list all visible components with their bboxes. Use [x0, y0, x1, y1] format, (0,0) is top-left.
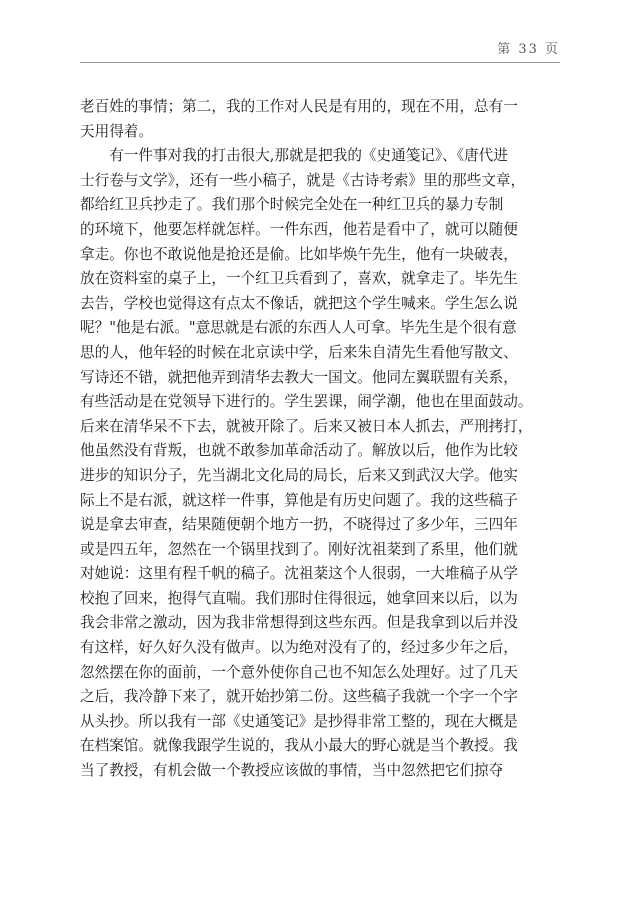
text-line: 有些活动是在党领导下进行的。学生罢课，闹学潮，他也在里面鼓动。: [80, 393, 533, 411]
text-line: 写诗还不错，就把他弄到清华去教大一国文。他同左翼联盟有关系，: [80, 368, 518, 386]
text-line: 从头抄。所以我有一部《史通笺记》是抄得非常工整的，现在大概是: [80, 712, 518, 730]
text-line: 对她说：这里有程千帆的稿子。沈祖棻这个人很弱，一大堆稿子从学: [80, 565, 518, 583]
text-line: 他虽然没有背叛，也就不敢参加革命活动了。解放以后，他作为比较: [80, 442, 518, 460]
text-line: 呢？"他是右派。"意思就是右派的东西人人可拿。毕先生是个很有意: [80, 319, 517, 337]
header-divider: [80, 62, 560, 63]
text-line: 我会非常之激动，因为我非常想得到这些东西。但是我拿到以后并没: [80, 614, 518, 632]
text-line: 或是四五年，忽然在一个锅里找到了。刚好沈祖棻到了系里，他们就: [80, 540, 518, 558]
text-line: 校抱了回来，抱得气直喘。我们那时住得很远，她拿回来以后，以为: [80, 589, 518, 607]
text-line: 在档案馆。就像我跟学生说的，我从小最大的野心就是当个教授。我: [80, 737, 518, 755]
text-line: 士行卷与文学》，还有一些小稿子，就是《古诗考索》里的那些文章，: [80, 171, 526, 189]
text-line: 说是拿去审查，结果随便朝个地方一扔，不晓得过了多少年，三四年: [80, 516, 518, 534]
text-line: 当了教授，有机会做一个教授应该做的事情，当中忽然把它们掠夺: [80, 762, 504, 780]
text-line: 思的人，他年轻的时候在北京读中学，后来朱自清先生看他写散文、: [80, 343, 518, 361]
page-number-header: 第 33 页: [497, 42, 560, 57]
text-line: 天用得着。: [80, 122, 153, 140]
text-line: 有这样，好久好久没有做声。以为绝对没有了的，经过多少年之后，: [80, 639, 518, 657]
text-line: 都给红卫兵抄走了。我们那个时候完全处在一种红卫兵的暴力专制: [80, 196, 504, 214]
document-body: [80, 95, 562, 784]
text-line: 之后，我冷静下来了，就开始抄第二份。这些稿子我就一个字一个字: [80, 688, 518, 706]
text-line: 老百姓的事情；第二，我的工作对人民是有用的，现在不用，总有一: [80, 98, 518, 115]
text-line: 际上不是右派，就这样一件事，算他是有历史问题了。我的这些稿子: [80, 491, 518, 509]
text-line: 的环境下，他要怎样就怎样。一件东西，他若是看中了，就可以随便: [80, 220, 518, 238]
text-line: 有一件事对我的打击很大,那就是把我的《史通笺记》、《唐代进: [80, 147, 508, 165]
text-line: 拿走。你也不敢说他是抢还是偷。比如毕焕午先生，他有一块破表，: [80, 245, 518, 263]
text-line: 去告，学校也觉得这有点太不像话，就把这个学生喊来。学生怎么说: [80, 294, 518, 312]
text-line: 后来在清华呆不下去，就被开除了。后来又被日本人抓去，严刑拷打，: [80, 417, 533, 435]
text-line: 进步的知识分子，先当湖北文化局的局长，后来又到武汉大学。他实: [80, 466, 518, 484]
text-line: 忽然摆在你的面前，一个意外使你自己也不知怎么处理好。过了几天: [80, 663, 518, 681]
text-line: 放在资料室的桌子上，一个红卫兵看到了，喜欢，就拿走了。毕先生: [80, 270, 518, 288]
